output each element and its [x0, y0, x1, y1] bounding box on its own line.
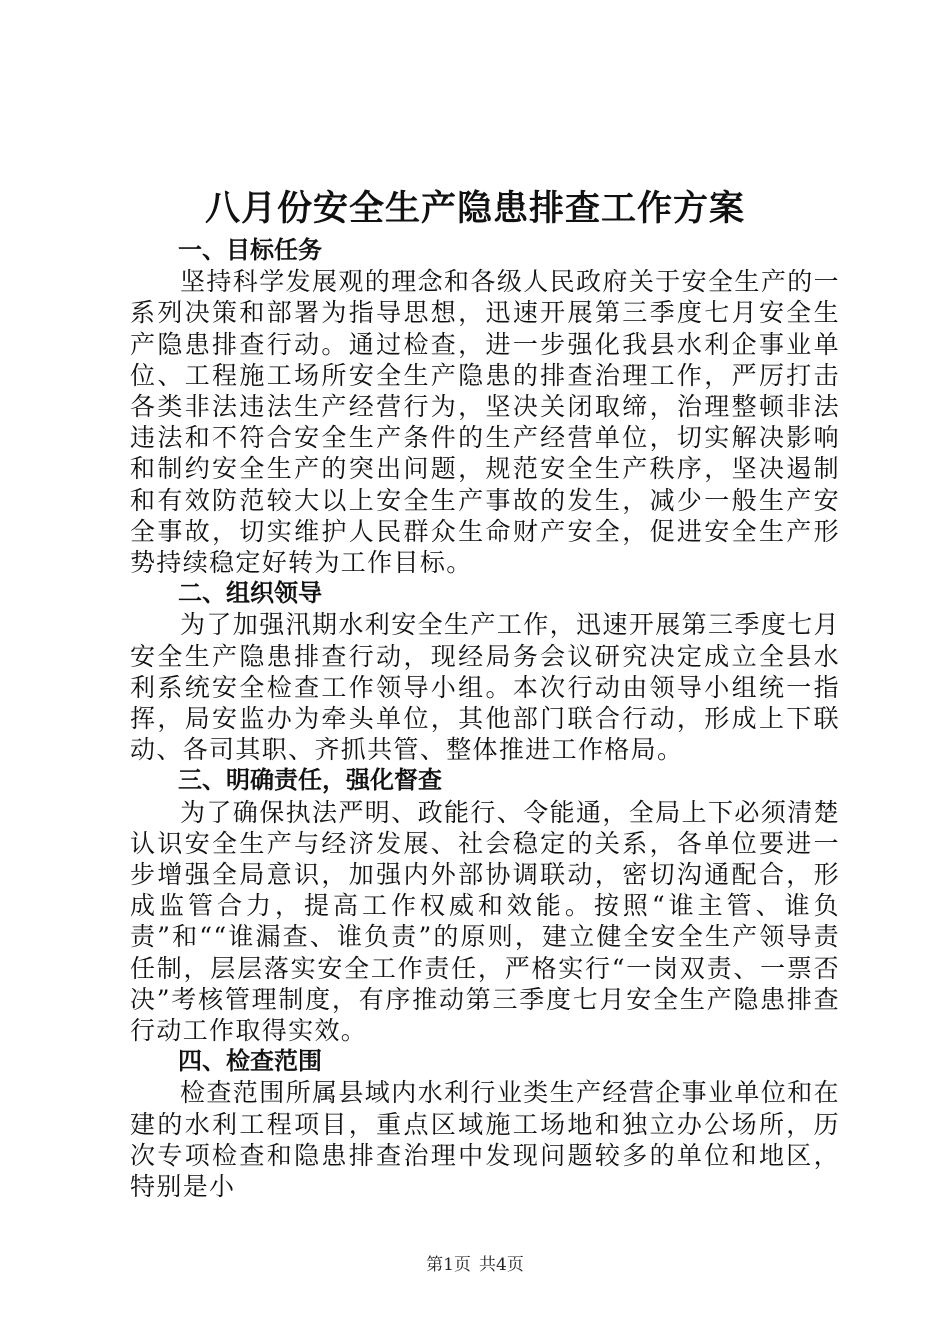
section-heading: 四、检查范围 — [178, 1047, 322, 1076]
section-goals — [130, 235, 840, 578]
section-responsibility — [130, 765, 840, 1046]
section-paragraph: 坚持科学发展观的理念和各级人民政府关于安全生产的一系列决策和部署为指导思想，迅速开展第三季度七月安全生产隐患排查行动。通过检查，进一步强化我县水利企事业单位、工程施工场所安全生产隐患的排查治理工作，严厉打击各类非法违法生产经营行为，坚决关闭取缔，治理整顿非法违法和不符合安全生产条件的生产经营单位，切实解决影响和制约安全生产的突出问题，规范安全生产秩序，坚决遏制和有效防范较大以上安全生产事故的发生，减少一般生产安全事故，切实维护人民群众生命财产安全，促进安全生产形势持续稳定好转为工作目标。 — [130, 267, 840, 578]
section-scope — [130, 1046, 840, 1202]
document-body — [130, 235, 840, 1202]
section-heading: 一、目标任务 — [178, 236, 322, 264]
page-number: 第1页 — [426, 1255, 471, 1275]
section-paragraph: 检查范围所属县域内水利行业类生产经营企事业单位和在建的水利工程项目，重点区域施工场地和独立办公场所，历次专项检查和隐患排查治理中发现问题较多的单位和地区，特别是小 — [130, 1078, 840, 1202]
page-total: 共4页 — [479, 1255, 524, 1275]
section-paragraph: 为了加强汛期水利安全生产工作，迅速开展第三季度七月安全生产隐患排查行动，现经局务会议研究决定成立全县水利系统安全检查工作领导小组。本次行动由领导小组统一指挥，局安监办为牵头单位，其他部门联合行动，形成上下联动、各司其职、齐抓共管、整体推进工作格局。 — [130, 610, 840, 765]
section-heading: 三、明确责任，强化督查 — [178, 766, 442, 795]
section-organization — [130, 578, 840, 765]
section-heading: 二、组织领导 — [178, 579, 322, 608]
section-paragraph: 为了确保执法严明、政能行、令能通，全局上下必须清楚认识安全生产与经济发展、社会稳定的关系，各单位要进一步增强全局意识，加强内外部协调联动，密切沟通配合，形成监管合力，提高工作权威和效能。按照“谁主管、谁负责”和““谁漏查、谁负责”的原则，建立健全安全生产领导责任制，层层落实安全工作责任，严格实行“一岗双责、一票否决”考核管理制度，有序推动第三季度七月安全生产隐患排查行动工作取得实效。 — [130, 797, 840, 1046]
document-title: 八月份安全生产隐患排查工作方案 — [204, 189, 745, 229]
page-footer — [0, 1254, 950, 1276]
